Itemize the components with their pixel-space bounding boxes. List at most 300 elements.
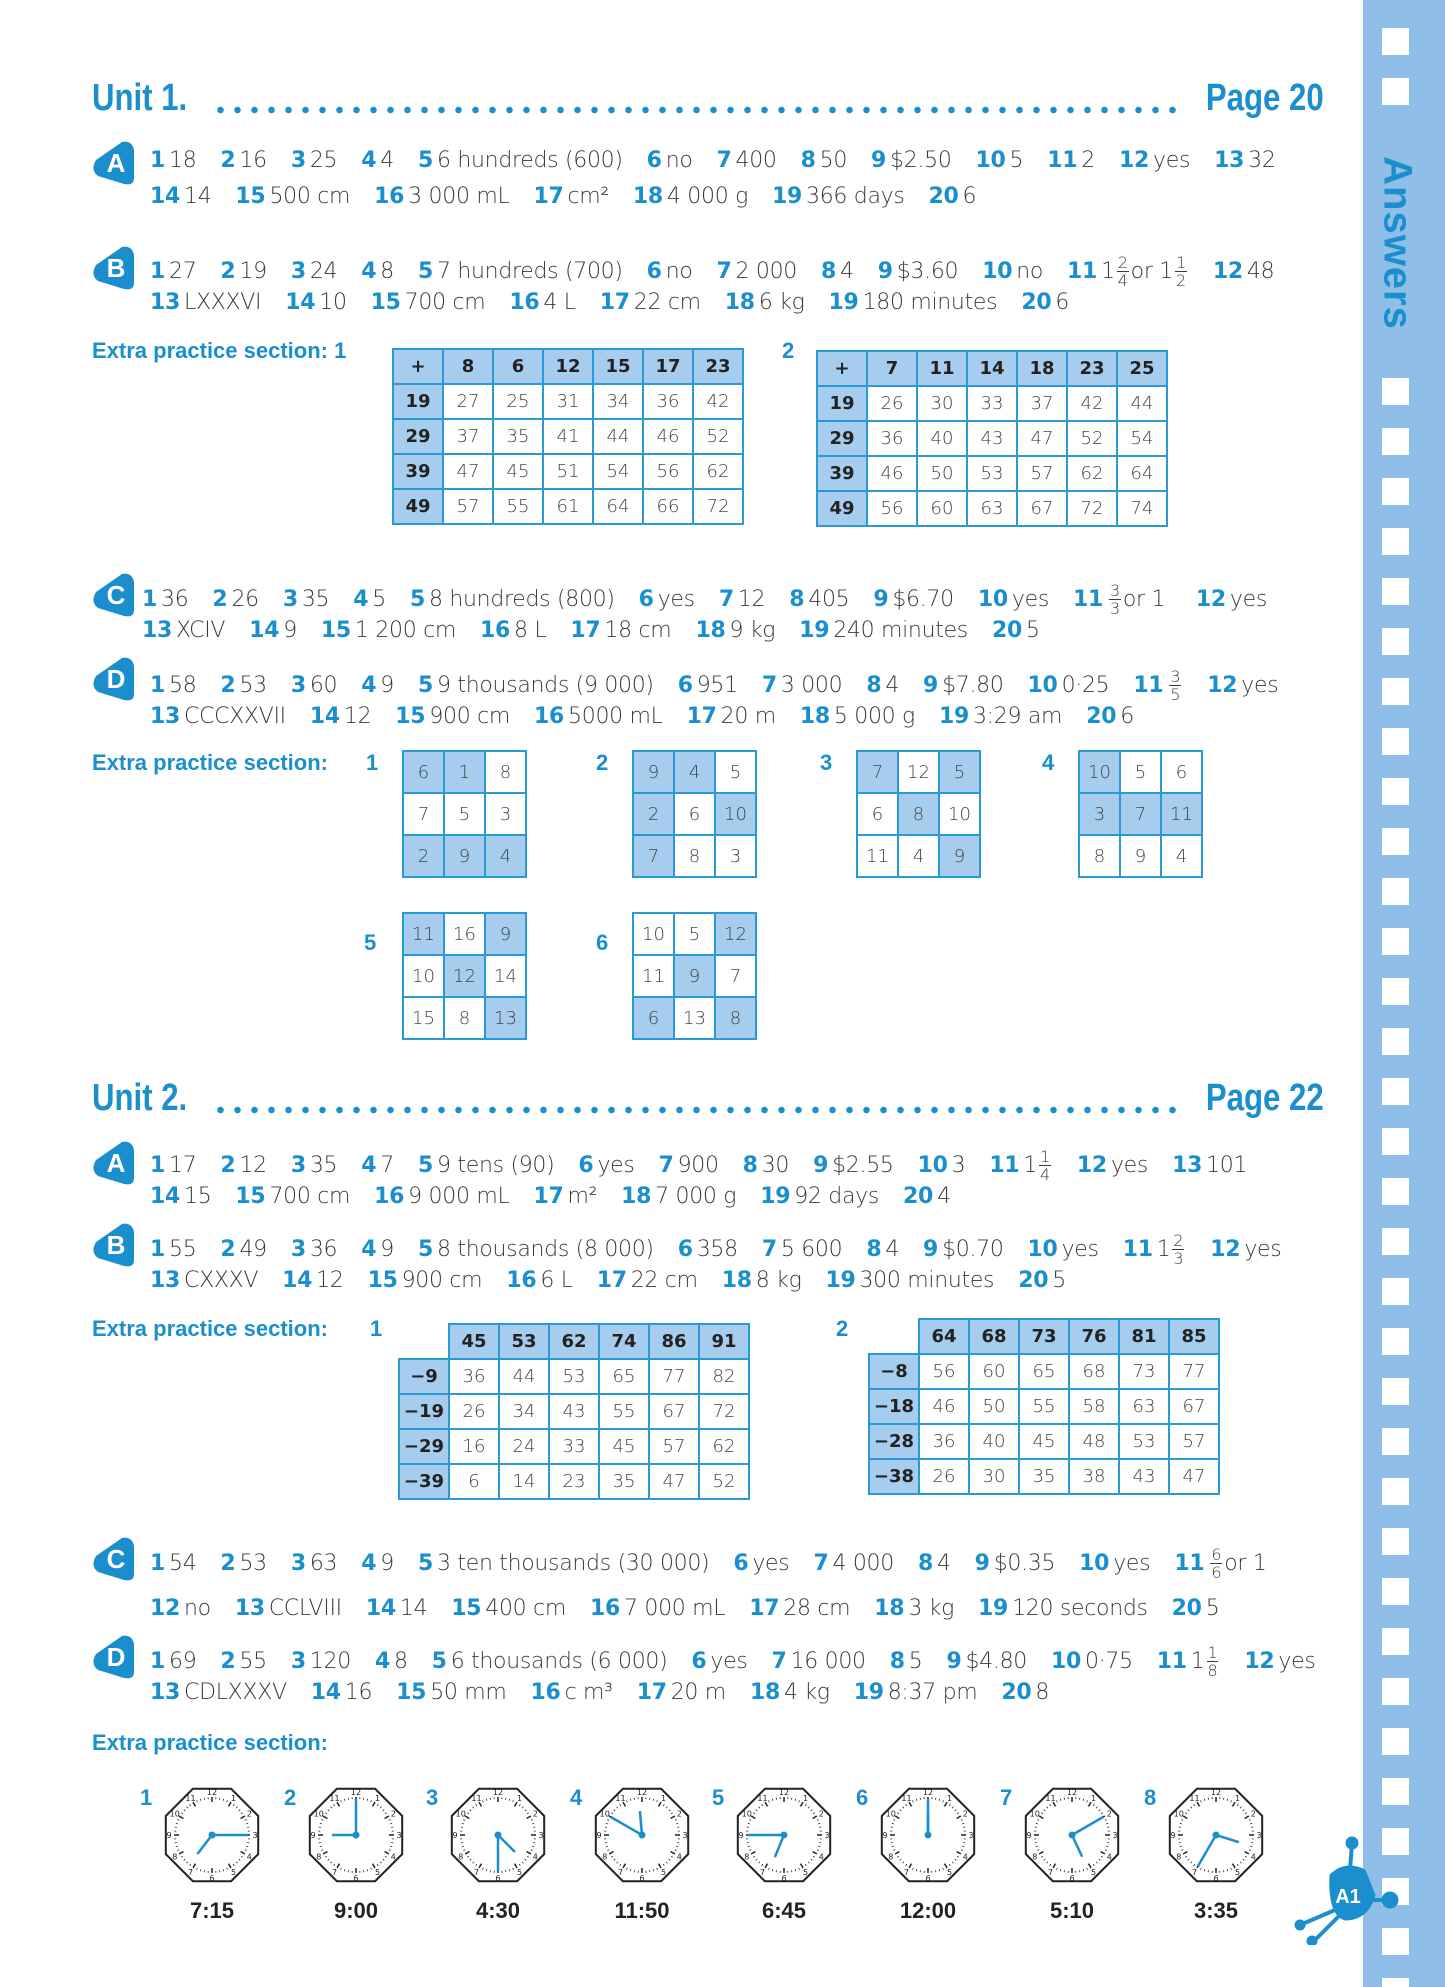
- table-cell: 31: [543, 384, 593, 419]
- answer-value: 8 hundreds (800): [429, 586, 615, 612]
- row-header-cell: −39: [399, 1464, 449, 1499]
- table-row: [399, 1359, 749, 1394]
- answer-line: [150, 1184, 975, 1209]
- table-row: [817, 421, 1167, 456]
- question-number: 15: [367, 1268, 398, 1293]
- answer-value: 6 kg: [758, 290, 805, 315]
- header-cell: 18: [1017, 351, 1067, 386]
- magic-cell: 7: [857, 751, 898, 793]
- table-cell: 55: [599, 1394, 649, 1429]
- question-number: 19: [772, 184, 803, 209]
- header-cell: 17: [643, 349, 693, 384]
- question-number: 19: [760, 1184, 791, 1209]
- answer-value: 9 tens (90): [437, 1152, 555, 1178]
- question-number: 14: [150, 184, 181, 209]
- magic-square-number: 1: [366, 750, 379, 775]
- table-cell: 47: [443, 454, 493, 489]
- svg-text:3: 3: [824, 1831, 830, 1840]
- table-cell: 57: [1017, 456, 1067, 491]
- question-number: 16: [374, 1184, 405, 1209]
- answer-value: 9: [380, 1236, 394, 1262]
- table-cell: 45: [1019, 1424, 1069, 1459]
- table-cell: 35: [599, 1464, 649, 1499]
- row-header-cell: 29: [393, 419, 443, 454]
- header-cell: 11: [917, 351, 967, 386]
- svg-text:2: 2: [1250, 1809, 1256, 1819]
- question-number: 13: [150, 1680, 181, 1705]
- answer-value: yes: [1244, 1236, 1282, 1262]
- question-number: 8: [917, 1550, 933, 1576]
- answer-value: $2.50: [890, 148, 952, 173]
- svg-text:3: 3: [538, 1831, 544, 1840]
- answer-value: $6.70: [892, 586, 954, 612]
- svg-text:5: 5: [1090, 1868, 1097, 1878]
- answer-value: 4: [936, 1550, 951, 1576]
- magic-cell: 9: [444, 835, 485, 877]
- question-number: 16: [589, 1596, 620, 1621]
- question-number: 7: [716, 148, 732, 173]
- answer-value: 20 m: [670, 1680, 726, 1705]
- clock-time-label: 12:00: [899, 1898, 957, 1923]
- answer-value: 18 cm: [604, 618, 672, 643]
- answer-value: 36: [161, 586, 189, 612]
- header-cell: 74: [599, 1324, 649, 1359]
- unit-2-page: Page 22: [1206, 1077, 1324, 1119]
- magic-cell: 4: [1161, 835, 1202, 877]
- question-number: 17: [749, 1596, 780, 1621]
- table-cell: 34: [499, 1394, 549, 1429]
- ribbon-title-text: Answers: [1375, 155, 1420, 330]
- svg-text:12: 12: [1210, 1788, 1222, 1797]
- answer-value: 9 thousands (9 000): [437, 672, 654, 698]
- header-cell: 76: [1069, 1319, 1119, 1354]
- magic-cell: 6: [1161, 751, 1202, 793]
- svg-text:7: 7: [759, 1868, 766, 1878]
- table-cell: 40: [917, 421, 967, 456]
- answer-value: yes: [752, 1550, 790, 1576]
- svg-text:5: 5: [660, 1868, 667, 1878]
- ribbon-square: [1382, 1728, 1409, 1755]
- clock-time-label: 11:50: [614, 1898, 670, 1923]
- svg-text:7: 7: [903, 1868, 910, 1878]
- extra-practice-number: 2: [782, 338, 795, 363]
- question-number: 12: [1118, 148, 1149, 173]
- question-number: 1: [150, 1236, 166, 1262]
- answer-value: 5: [908, 1648, 923, 1674]
- question-number: 6: [691, 1648, 707, 1674]
- fraction: $\frac{2}{4}$: [1117, 253, 1128, 290]
- table-cell: 38: [1069, 1459, 1119, 1494]
- answer-line: [150, 1232, 1305, 1267]
- magic-cell: 3: [485, 793, 526, 835]
- subtraction-table-1: [398, 1323, 750, 1500]
- question-number: 3: [290, 258, 306, 284]
- answer-value: $4.80: [965, 1648, 1027, 1674]
- answer-value: 17: [169, 1152, 197, 1178]
- answer-line: [150, 254, 1298, 289]
- question-number: 12: [1210, 1236, 1241, 1262]
- question-number: 14: [150, 1184, 181, 1209]
- magic-cell: 6: [674, 793, 715, 835]
- unit-1-title: Unit 1.: [92, 77, 188, 119]
- svg-text:3: 3: [1256, 1831, 1262, 1840]
- answer-value: 6 L: [540, 1268, 573, 1293]
- ribbon-square: [1382, 428, 1409, 455]
- magic-cell: 5: [715, 751, 756, 793]
- table-cell: 62: [699, 1429, 749, 1464]
- ribbon-square: [1382, 1678, 1409, 1705]
- table-cell: 37: [1017, 386, 1067, 421]
- question-number: 20: [1086, 704, 1117, 729]
- answer-value: 3: [951, 1152, 966, 1178]
- question-number: 5: [417, 148, 433, 173]
- question-number: 4: [374, 1648, 390, 1674]
- table-row: [393, 489, 743, 524]
- question-number: 4: [361, 148, 377, 173]
- svg-text:4: 4: [246, 1852, 252, 1862]
- answer-value: CXXXV: [184, 1268, 259, 1293]
- svg-text:11: 11: [901, 1793, 912, 1803]
- table-row: [393, 419, 743, 454]
- answer-line: [150, 1680, 1073, 1705]
- answer-value: $\frac{3}{3}$ or 1: [1110, 581, 1172, 618]
- question-number: 19: [978, 1596, 1009, 1621]
- ribbon-square: [1382, 978, 1409, 1005]
- svg-text:6: 6: [353, 1874, 359, 1883]
- question-number: 11: [1156, 1648, 1187, 1674]
- table-cell: 40: [969, 1424, 1019, 1459]
- question-number: 10: [982, 258, 1013, 284]
- magic-square-3: [856, 750, 981, 878]
- question-number: 4: [361, 1152, 377, 1178]
- table-cell: 44: [1117, 386, 1167, 421]
- magic-cell: 14: [485, 955, 526, 997]
- svg-text:4: 4: [1250, 1852, 1256, 1862]
- answer-value: 5000 mL: [568, 704, 663, 729]
- magic-cell: 11: [857, 835, 898, 877]
- answer-value: $\frac{6}{6}$ or 1: [1211, 1545, 1267, 1582]
- row-header-cell: −28: [869, 1424, 919, 1459]
- answer-value: yes: [1152, 148, 1191, 173]
- answer-line: [142, 618, 1064, 643]
- question-number: 17: [533, 184, 564, 209]
- svg-text:8: 8: [316, 1852, 322, 1862]
- question-number: 10: [1050, 1648, 1081, 1674]
- magic-cell: 7: [633, 835, 674, 877]
- table-cell: 24: [499, 1429, 549, 1464]
- answer-value: 9 kg: [729, 618, 776, 643]
- question-number: 3: [290, 672, 306, 698]
- svg-text:12: 12: [636, 1788, 648, 1797]
- svg-text:2: 2: [246, 1809, 252, 1819]
- table-cell: 27: [443, 384, 493, 419]
- table-cell: 16: [449, 1429, 499, 1464]
- question-number: 16: [509, 290, 540, 315]
- answer-value: 60: [309, 672, 338, 698]
- section-badge-c: [92, 572, 136, 618]
- table-cell: 25: [493, 384, 543, 419]
- table-cell: 47: [649, 1464, 699, 1499]
- answer-value: 5: [372, 586, 386, 612]
- answer-value: 16: [344, 1680, 373, 1705]
- question-number: 7: [716, 258, 732, 284]
- header-cell: 53: [499, 1324, 549, 1359]
- header-cell: 15: [593, 349, 643, 384]
- answer-value: 16: [239, 148, 267, 173]
- row-header-cell: 19: [817, 386, 867, 421]
- table-cell: 48: [1069, 1424, 1119, 1459]
- svg-text:4: 4: [962, 1852, 968, 1862]
- answer-value: 8: [1035, 1680, 1050, 1705]
- table-row: [393, 384, 743, 419]
- answer-value: 4: [885, 1236, 900, 1262]
- question-number: 20: [1001, 1680, 1032, 1705]
- ribbon-square: [1382, 28, 1409, 55]
- ribbon-square: [1382, 728, 1409, 755]
- table-row: [399, 1429, 749, 1464]
- magic-square-5: [402, 912, 527, 1040]
- answer-value: 4 L: [543, 290, 576, 315]
- answer-value: yes: [1011, 586, 1049, 612]
- question-number: 7: [771, 1648, 787, 1674]
- svg-text:D: D: [106, 664, 126, 694]
- table-cell: 46: [919, 1389, 969, 1424]
- question-number: 9: [871, 148, 887, 173]
- answer-value: 12: [737, 586, 766, 612]
- answer-value: 0·25: [1061, 672, 1110, 698]
- table-cell: 43: [1119, 1459, 1169, 1494]
- answer-value: 22 cm: [630, 1268, 698, 1293]
- answer-value: CCLVIII: [268, 1596, 342, 1621]
- magic-cell: 9: [633, 751, 674, 793]
- question-number: 18: [621, 1184, 652, 1209]
- question-number: 8: [742, 1152, 758, 1178]
- question-number: 14: [310, 1680, 341, 1705]
- ribbon-square: [1382, 528, 1409, 555]
- table-cell: 57: [649, 1429, 699, 1464]
- svg-text:A1: A1: [1335, 1886, 1361, 1908]
- row-header-cell: 49: [393, 489, 443, 524]
- question-number: 20: [1171, 1596, 1202, 1621]
- row-header-cell: 19: [393, 384, 443, 419]
- ribbon-square: [1382, 878, 1409, 905]
- answer-value: 4: [380, 148, 394, 173]
- ribbon-square: [1382, 1628, 1409, 1655]
- clock-face-icon: [160, 1783, 264, 1887]
- question-number: 16: [530, 1680, 561, 1705]
- question-number: 20: [903, 1184, 934, 1209]
- answer-value: 6: [1055, 290, 1070, 315]
- magic-cell: 3: [1079, 793, 1120, 835]
- table-cell: 56: [867, 491, 917, 526]
- question-number: 11: [1047, 148, 1078, 173]
- clock-face-icon: [732, 1783, 836, 1887]
- table-cell: 36: [643, 384, 693, 419]
- question-number: 13: [150, 704, 181, 729]
- question-number: 14: [365, 1596, 396, 1621]
- answer-value: yes: [1061, 1236, 1099, 1262]
- table-cell: 23: [549, 1464, 599, 1499]
- answer-value: $2.55: [832, 1152, 894, 1178]
- answer-value: yes: [1229, 586, 1268, 612]
- header-cell: 45: [449, 1324, 499, 1359]
- table-cell: 57: [1169, 1424, 1219, 1459]
- svg-text:7: 7: [1191, 1868, 1198, 1878]
- ribbon-square: [1382, 678, 1409, 705]
- ribbon-square: [1382, 578, 1409, 605]
- table-cell: 52: [693, 419, 743, 454]
- svg-text:9: 9: [738, 1831, 744, 1840]
- svg-text:1: 1: [230, 1793, 237, 1803]
- svg-text:9: 9: [1026, 1831, 1032, 1840]
- question-number: 18: [632, 184, 663, 209]
- table-cell: 54: [593, 454, 643, 489]
- answer-value: 5 000 g: [833, 704, 915, 729]
- question-number: 6: [578, 1152, 594, 1178]
- answer-value: 900 cm: [429, 704, 511, 729]
- magic-cell: 9: [939, 835, 980, 877]
- answer-value: yes: [710, 1648, 748, 1674]
- section-badge-a: [92, 1140, 136, 1186]
- svg-text:1: 1: [1090, 1793, 1097, 1803]
- ribbon-square: [1382, 1378, 1409, 1405]
- answer-value: 12: [316, 1268, 344, 1293]
- table-cell: 53: [967, 456, 1017, 491]
- question-number: 4: [361, 258, 377, 284]
- svg-text:9: 9: [1170, 1831, 1176, 1840]
- question-number: 12: [1207, 672, 1238, 698]
- magic-cell: 5: [674, 913, 715, 955]
- svg-text:11: 11: [757, 1793, 768, 1803]
- svg-text:11: 11: [329, 1793, 340, 1803]
- row-header-cell: −8: [869, 1354, 919, 1389]
- answer-value: 8: [393, 1648, 408, 1674]
- question-number: 3: [290, 1648, 306, 1674]
- answer-value: 500 cm: [269, 184, 351, 209]
- clock-time-label: 6:45: [761, 1898, 807, 1923]
- magic-cell: 11: [403, 913, 444, 955]
- question-number: 4: [353, 586, 369, 612]
- clock-number: 2: [284, 1785, 297, 1810]
- table-cell: 50: [969, 1389, 1019, 1424]
- ribbon-square: [1382, 828, 1409, 855]
- answer-line: [150, 1546, 1291, 1581]
- svg-text:7: 7: [1047, 1868, 1054, 1878]
- fraction: $\frac{2}{3}$: [1173, 1231, 1184, 1268]
- svg-text:5: 5: [946, 1868, 953, 1878]
- header-cell: 6: [493, 349, 543, 384]
- row-header-cell: −29: [399, 1429, 449, 1464]
- answer-line: [150, 668, 1302, 703]
- table-cell: 42: [1067, 386, 1117, 421]
- question-number: 1: [142, 586, 158, 612]
- ribbon-square: [1382, 1228, 1409, 1255]
- subtraction-table-2: [868, 1318, 1220, 1495]
- magic-cell: 12: [898, 751, 939, 793]
- answer-value: 54: [169, 1550, 197, 1576]
- answer-value: 49: [239, 1236, 267, 1262]
- magic-cell: 2: [403, 835, 444, 877]
- question-number: 18: [799, 704, 830, 729]
- svg-text:8: 8: [1176, 1852, 1182, 1862]
- row-header-cell: 39: [817, 456, 867, 491]
- table-cell: 72: [699, 1394, 749, 1429]
- question-number: 4: [361, 1236, 377, 1262]
- question-number: 7: [718, 586, 734, 612]
- table-cell: 67: [1169, 1389, 1219, 1424]
- question-number: 9: [923, 672, 939, 698]
- svg-text:6: 6: [925, 1874, 931, 1883]
- clock-face-icon: [1020, 1783, 1124, 1887]
- table-cell: 68: [1069, 1354, 1119, 1389]
- answer-value: 53: [239, 672, 267, 698]
- svg-text:1: 1: [1234, 1793, 1241, 1803]
- svg-text:6: 6: [639, 1874, 645, 1883]
- question-number: 1: [150, 1152, 166, 1178]
- ribbon-square: [1382, 628, 1409, 655]
- extra-practice-label: Extra practice section:: [92, 1316, 328, 1341]
- ribbon-square: [1382, 1328, 1409, 1355]
- svg-text:2: 2: [532, 1809, 538, 1819]
- svg-text:10: 10: [1029, 1809, 1040, 1819]
- answer-value: 9: [380, 672, 394, 698]
- question-number: 9: [813, 1152, 829, 1178]
- magic-cell: 5: [939, 751, 980, 793]
- table-cell: 55: [493, 489, 543, 524]
- question-number: 2: [212, 586, 228, 612]
- question-number: 8: [800, 148, 816, 173]
- question-number: 10: [1027, 1236, 1058, 1262]
- question-number: 18: [695, 618, 726, 643]
- answer-value: 24: [309, 258, 338, 284]
- magic-cell: 5: [444, 793, 485, 835]
- answer-value: 36: [309, 1236, 338, 1262]
- table-cell: 26: [449, 1394, 499, 1429]
- ribbon-square: [1382, 928, 1409, 955]
- table-cell: 60: [917, 491, 967, 526]
- question-number: 12: [1212, 258, 1243, 284]
- answer-value: 900: [677, 1152, 719, 1178]
- question-number: 8: [866, 672, 882, 698]
- magic-cell: 6: [857, 793, 898, 835]
- magic-cell: 16: [444, 913, 485, 955]
- table-cell: 77: [1169, 1354, 1219, 1389]
- svg-text:4: 4: [532, 1852, 538, 1862]
- clock-number: 4: [570, 1785, 583, 1810]
- question-number: 5: [417, 1550, 433, 1576]
- answer-value: yes: [1113, 1550, 1151, 1576]
- answer-value: 900 cm: [401, 1268, 483, 1293]
- svg-text:C: C: [106, 580, 126, 610]
- question-number: 13: [150, 290, 181, 315]
- table-cell: 72: [693, 489, 743, 524]
- table-cell: 30: [969, 1459, 1019, 1494]
- question-number: 6: [677, 1236, 693, 1262]
- question-number: 3: [290, 148, 306, 173]
- answer-value: no: [665, 258, 693, 284]
- answer-value: $3.60: [896, 258, 959, 284]
- svg-text:11: 11: [615, 1793, 626, 1803]
- question-number: 18: [874, 1596, 905, 1621]
- answer-value: yes: [1241, 672, 1279, 698]
- ribbon-square: [1382, 1078, 1409, 1105]
- question-number: 15: [451, 1596, 482, 1621]
- question-number: 13: [1214, 148, 1245, 173]
- answer-value: 3 kg: [908, 1596, 955, 1621]
- svg-text:5: 5: [802, 1868, 809, 1878]
- svg-text:10: 10: [169, 1809, 180, 1819]
- answer-value: 101: [1206, 1152, 1248, 1178]
